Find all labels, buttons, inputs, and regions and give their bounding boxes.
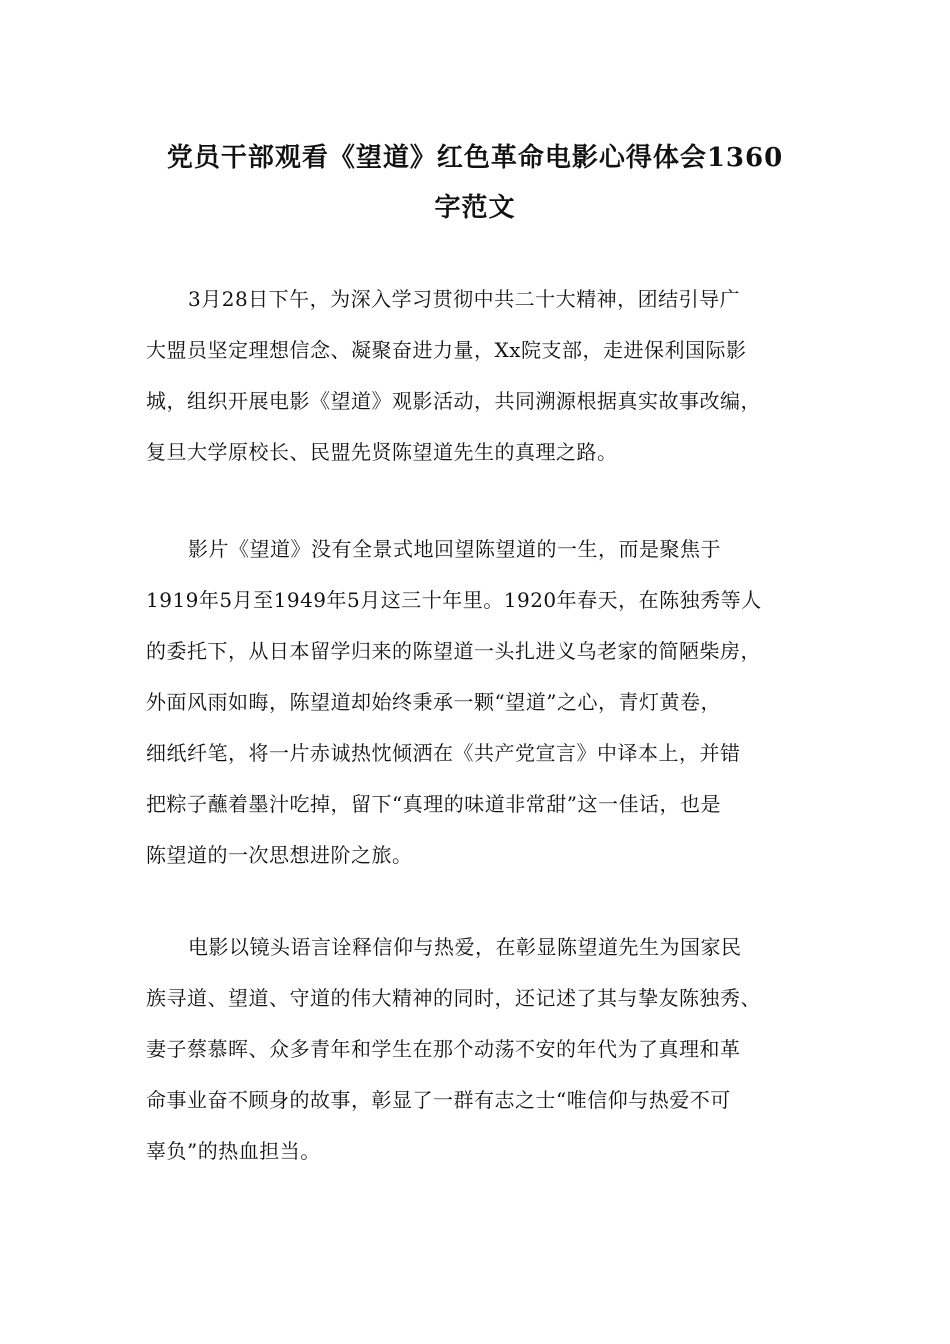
- paragraph-line: 陈望道的一次思想进阶之旅。: [146, 843, 413, 867]
- paragraph-line: 1919年5月至1949年5月这三十年里。1920年春天，在陈独秀等人: [146, 588, 762, 612]
- paragraph-line: 的委托下，从日本留学归来的陈望道一头扎进义乌老家的简陋柴房，: [146, 639, 761, 663]
- paragraph-2: [146, 524, 806, 881]
- paragraph-line: 命事业奋不顾身的故事，彰显了一群有志之士“唯信仰与热爱不可: [146, 1088, 731, 1112]
- paragraph-line: 妻子蔡慕晖、众多青年和学生在那个动荡不安的年代为了真理和革: [146, 1037, 741, 1061]
- paragraph-line: 3月28日下午，为深入学习贯彻中共二十大精神，团结引导广: [188, 287, 741, 311]
- paragraph-line: 城，组织开展电影《望道》观影活动，共同溯源根据真实故事改编，: [146, 389, 761, 413]
- paragraph-line: 影片《望道》没有全景式地回望陈望道的一生，而是聚焦于: [188, 537, 721, 561]
- title-line-2: 字范文: [434, 193, 516, 223]
- paragraph-3: [146, 922, 806, 1177]
- paragraph-line: 细纸纤笔，将一片赤诚热忱倾洒在《共产党宣言》中译本上，并错: [146, 741, 741, 765]
- paragraph-line: 复旦大学原校长、民盟先贤陈望道先生的真理之路。: [146, 440, 618, 464]
- paragraph-line: 大盟员坚定理想信念、凝聚奋进力量，Xx院支部，走进保利国际影: [146, 338, 747, 362]
- paragraph-line: 辜负”的热血担当。: [146, 1139, 321, 1163]
- paragraph-line: 把粽子蘸着墨汁吃掉，留下“真理的味道非常甜”这一佳话，也是: [146, 792, 721, 816]
- paragraph-line: 族寻道、望道、守道的伟大精神的同时，还记述了其与挚友陈独秀、: [146, 986, 761, 1010]
- title-line-1: 党员干部观看《望道》红色革命电影心得体会1360: [166, 143, 784, 173]
- paragraph-line: 外面风雨如晦，陈望道却始终秉承一颗“望道”之心，青灯黄卷，: [146, 690, 721, 714]
- paragraph-line: 电影以镜头语言诠释信仰与热爱，在彰显陈望道先生为国家民: [188, 935, 742, 959]
- paragraph-1: [146, 274, 806, 478]
- document-title: [140, 133, 810, 233]
